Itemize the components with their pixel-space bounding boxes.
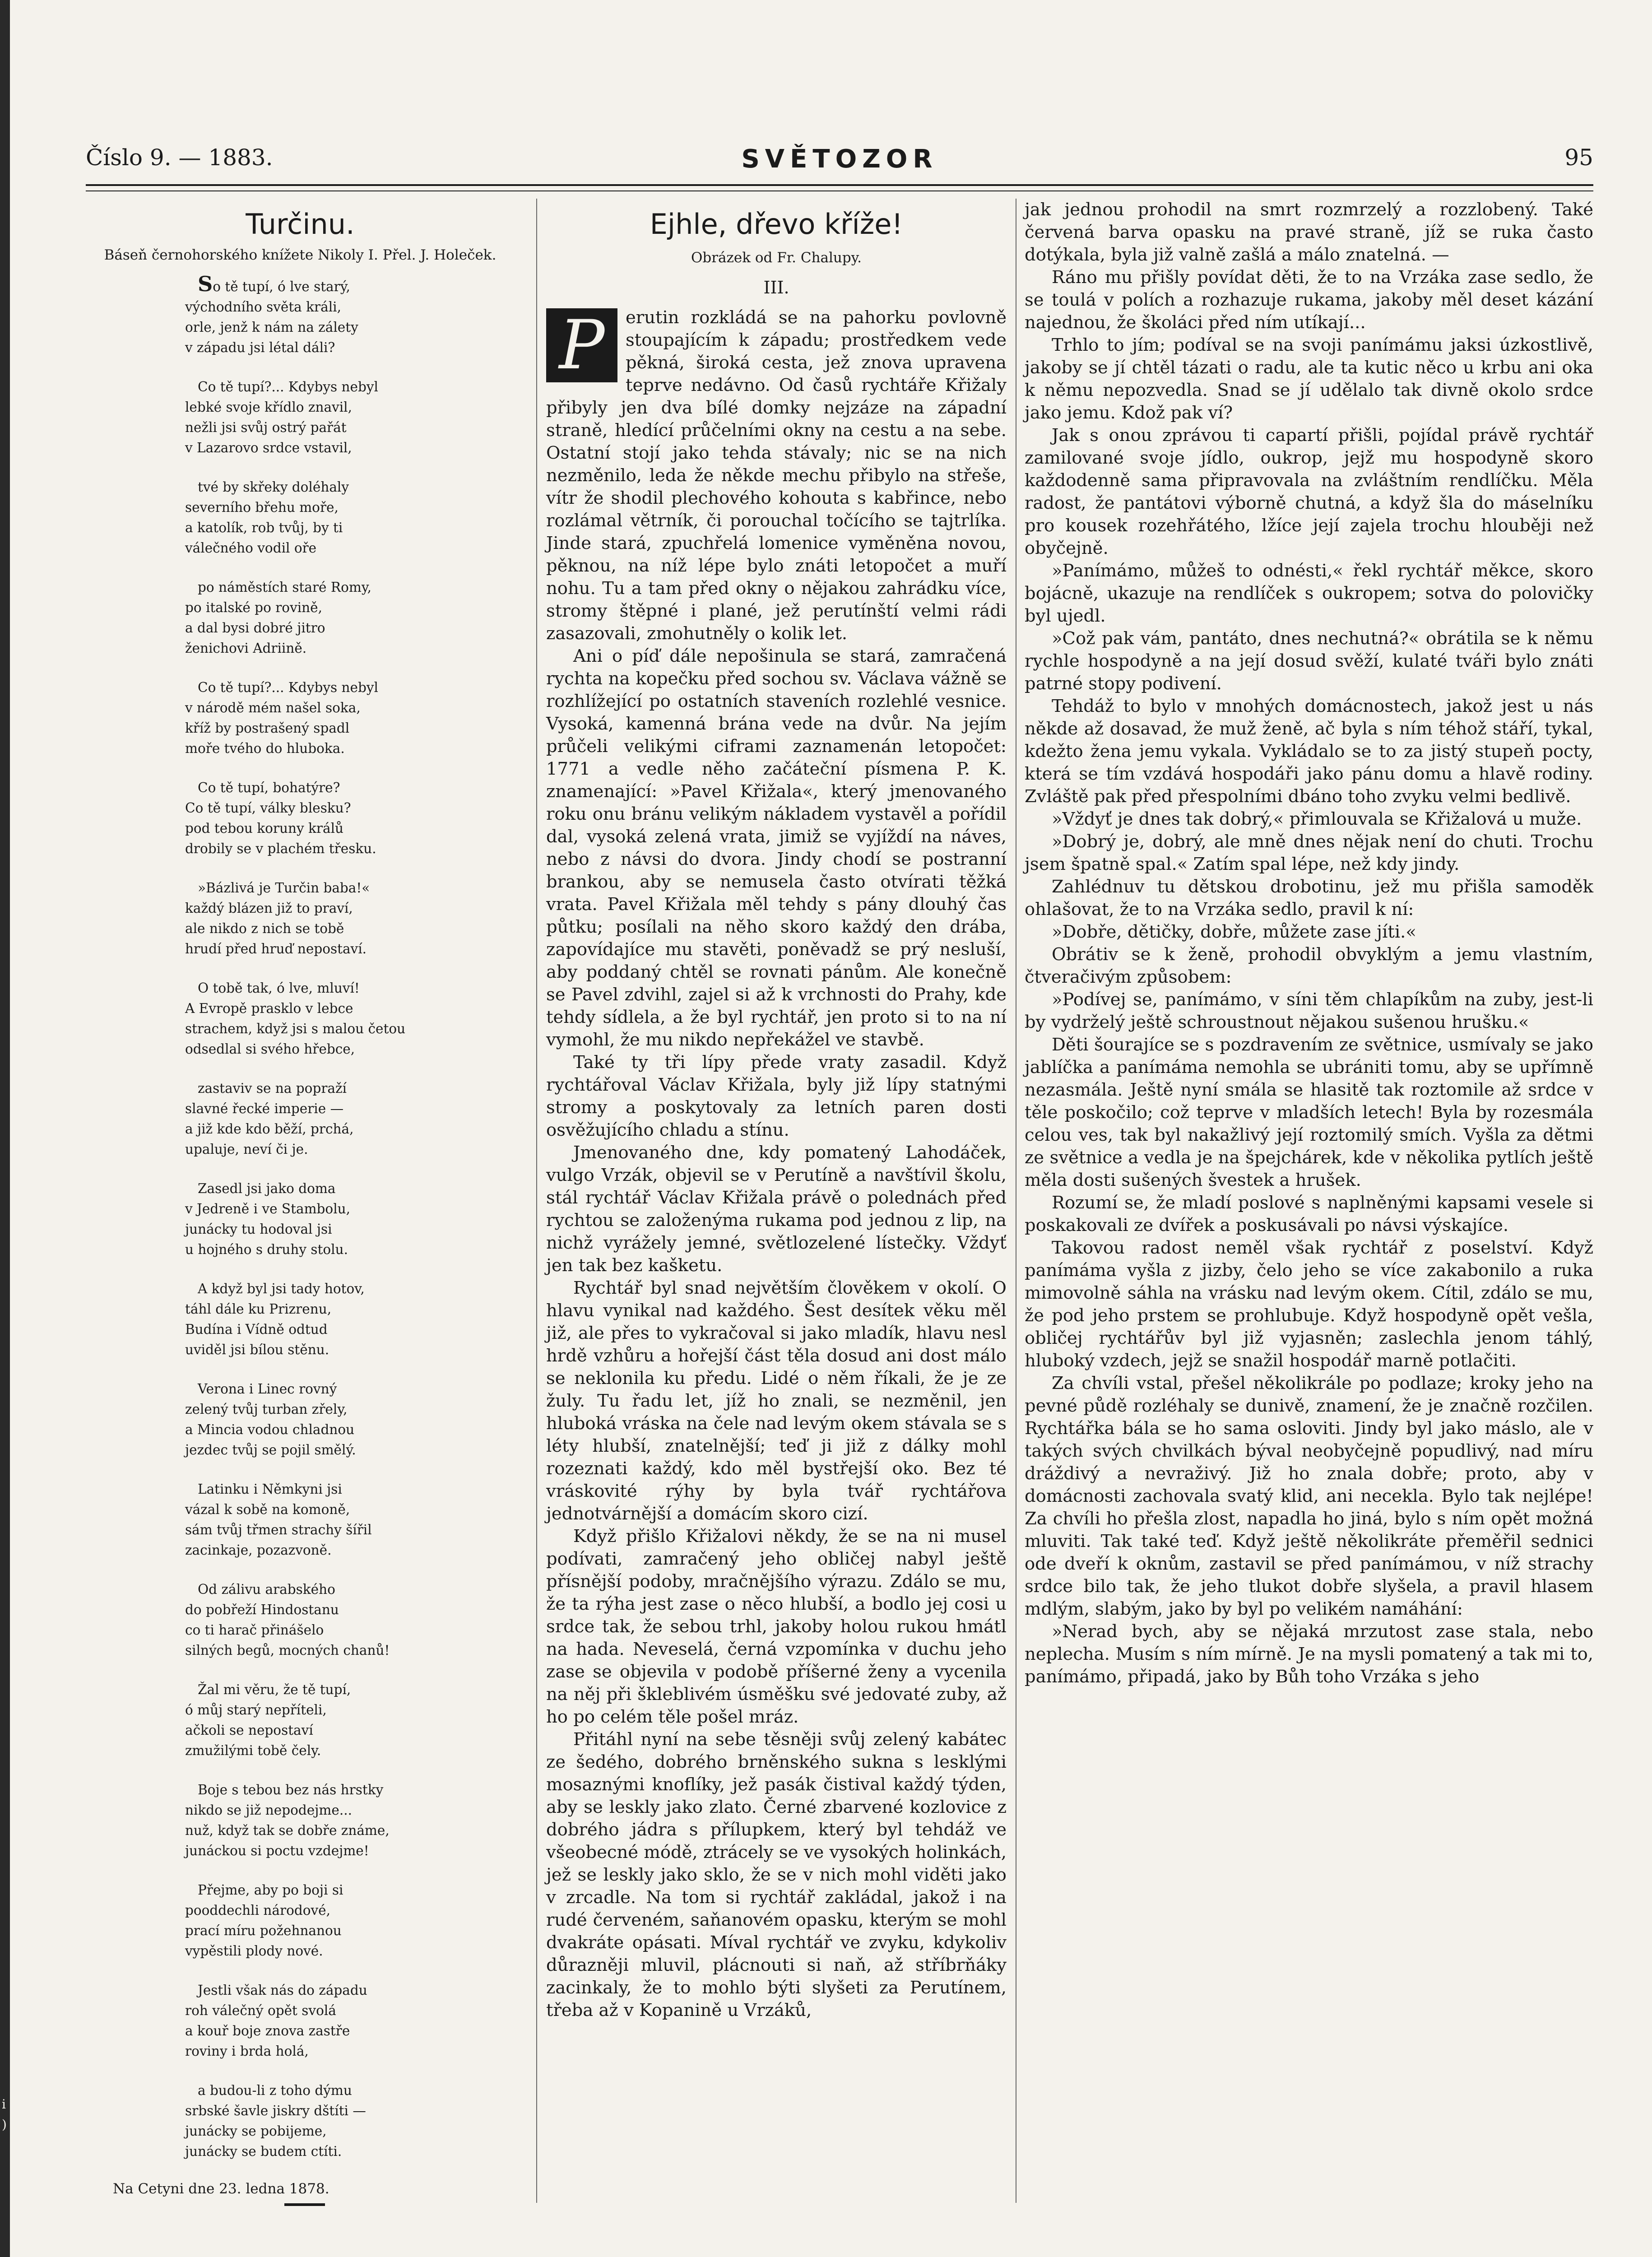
story-paragraph: Za chvíli vstal, přešel několikrále po podlaze; kroky jeho na pevné půdě rozléhaly se dunivě, znamení, že je značně rozčilen. Rychtářka bála se ho sama osloviti. Jindy byl jako máslo, ale v takých svých chvilkách býval neobyčejně popudlivý, nad míru dráždivý a nevraživý. Již ho znala dobře; proto, aby v domácnosti zachovala svatý klid, ani necekla. Bylo tak nejlépe! Za chvíli ho přešla zlost, napadla ho jiná, bylo s ním opět možná mluviti. Tak také teď. Když ještě několikráte přeměřil sednici ode dveří k oknům, zastavil se před panímámou, v níž strachy srdce bilo tak, že jeho tlukot dobře slyšela, a pravil hlasem mdlým, slabým, jako by byl po velikém namáhání: — [1025, 1373, 1593, 1619]
poem-stanza — [185, 1078, 528, 1160]
story-paragraph: Takovou radost neměl však rychtář z poselství. Když panímáma vyšla z jizby, čelo jeho se více zakabonilo a ruka mimovolně sáhla na vrásku nad levým okem. Cítil, zdálo se mu, že pod jeho prstem se prohlubuje. Když hospodyně opět vešla, obličej rychtářův byl již vyjasněn; zaslechla jenom táhlý, hluboký vzdech, jejž se snažil hospodář marně potlačiti. — [1025, 1238, 1593, 1371]
poem-line: Co tě tupí?... Kdybys nebyl — [198, 680, 378, 695]
poem-line: ale nikdo z nich se tobě — [185, 921, 344, 936]
poem-line: Od zálivu arabského — [198, 1582, 335, 1597]
poem-line: drobily se v plachém třesku. — [185, 841, 376, 856]
poem-stanza — [185, 477, 528, 558]
poem-line: Co tě tupí?... Kdybys nebyl — [198, 379, 378, 395]
story-paragraph: Jak s onou zprávou ti capartí přišli, pojídal právě rychtář zamilované svoje jídlo, oukrop, jejž mu hospodyně skoro každodenně sama připravovala na zvláštním rendlíčku. Měla radost, že pantátovi výborně chutná, a když šla do máselníku pro kousek rozehřátého, lžíce její zajela trochu hlouběji než obyčejně. — [1025, 425, 1593, 558]
poem-line: táhl dále ku Prizrenu, — [185, 1301, 332, 1317]
poem-stanza — [185, 274, 528, 358]
poem-stanza — [185, 778, 528, 859]
poem-line: vázal k sobě na komoně, — [185, 1502, 350, 1517]
issue-number: Číslo 9. — 1883. — [86, 144, 273, 171]
poem-line: zmužilými tobě čely. — [185, 1743, 321, 1758]
poem-line: prací míru požehnanou — [185, 1923, 342, 1938]
poem-stanza — [185, 1479, 528, 1560]
story-column-2 — [1025, 199, 1593, 1688]
poem-line: ačkoli se nepostaví — [185, 1723, 313, 1738]
story-paragraph: Ani o píď dále nepošinula se stará, zamračená rychta na kopečku před sochou sv. Václava vážně se rozhlížející po ostatních staveních rozlehlé vesnice. Vysoká, kamenná brána vede na dvůr. Na jejím průčeli velikými ciframi zaznamenán letopočet: 1771 a vedle něho začáteční písmena P. K. znamenající: »Pavel Křižala«, který jmenovaného roku onu bránu velikým nákladem vystavěl a pořídil dal, vysoká zelená vrata, jimiž se vyjíždí na náves, nebo z návsi do dvora. Jindy chodí se postranní brankou, aby se nemusela často otvírati těžká vrata. Pavel Křižala měl tehdy s pány dlouhý čas půtku; posílali na něho skoro každý den drába, zapovídajíce mu stavěti, poněvadž se prý nesluší, aby poddaný chtěl se rovnati pánům. Ale konečně se Pavel zdvihl, zajel si až k vrchnosti do Prahy, kde tehdy sídlela, a že byl rychtář, jen proto si to na ní vymohl, že mu nikdo nepřekážel ve stavbě. — [546, 646, 1007, 1050]
poem-stanza — [185, 1980, 528, 2062]
story-paragraph: Ráno mu přišly povídat děti, že to na Vrzáka zase sedlo, že se toulá v polích a rozhazuje rukama, jakoby měl deset kázání najednou, že školáci před ním utíkají... — [1025, 267, 1593, 333]
poem-line: a kouř boje znova zastře — [185, 2023, 350, 2039]
poem-line: Boje s tebou bez nás hrstky — [198, 1782, 384, 1797]
poem-stanza — [185, 1680, 528, 1761]
end-rule — [284, 2203, 325, 2206]
story-paragraph: Rozumí se, že mladí poslové s naplněnými kapsami vesele si poskakovali ze dvířek a poskusávali po návsi výskajíce. — [1025, 1193, 1593, 1235]
poem-line: So tě tupí, ó lve starý, — [198, 272, 350, 296]
story-paragraph: Zahlédnuv tu dětskou drobotinu, jež mu přišla samoděk ohlašovat, že to na Vrzáka sedlo, pravil k ní: — [1025, 877, 1593, 920]
story-byline: Obrázek od Fr. Chalupy. — [691, 250, 862, 266]
poem-line: v Lazarovo srdce vstavil, — [185, 440, 352, 455]
poem-initial: S — [198, 272, 213, 296]
poem-stanza — [185, 377, 528, 458]
poem-line: nikdo se již nepodejme... — [185, 1802, 352, 1818]
story-paragraph: Přitáhl nyní na sebe těsněji svůj zelený kabátec ze šedého, dobrého brněnského sukna s lesklými mosaznými knoflíky, jež pasák čistival každý týden, aby se leskly jako zlato. Černé zbarvené kozlovice z dobrého jádra s přílupkem, který byl tehdáž ve všeobecné módě, ztrácely se ve vysokých holinkách, jež se leskly jako sklo, že se v nich mohl viděti jako v zrcadle. Na tom si rychtář zakládal, jakož i na rudé červeném, saňanovém opasku, kterým se mohl dvakráte opásati. Míval rychtář ve zvyku, kdykoliv důrazněji mluvil, plácnouti si naň, až stříbrňáky zacinkaly, že to mohlo býti slyšeti za Perutínem, třeba až v Kopanině u Vrzáků, — [546, 1729, 1007, 2020]
poem-line: roviny i brda holá, — [185, 2043, 309, 2059]
part-number: III. — [763, 278, 789, 297]
poem-line: do pobřeží Hindostanu — [185, 1602, 339, 1617]
poem-line: silných begů, mocných chanů! — [185, 1643, 390, 1658]
poem-stanza — [185, 577, 528, 659]
poem-line: O tobě tak, ó lve, mluví! — [198, 980, 360, 996]
poem-line: A Evropě prasklo v lebce — [185, 1001, 353, 1016]
poem-line: vypěstili plody nové. — [185, 1943, 323, 1959]
poem-line: východního světa králi, — [185, 299, 341, 315]
opening-paragraph-text: erutin rozkládá se na pahorku povlovně stoupajícím k západu; prostředkem vede pěkná, široká cesta, jež znova upravena teprve nedávno. Od časů rychtáře Křižaly přibyly jen dva bílé domky nejzáze na západní straně, hledící průčelními okny na cestu a na sebe. Ostatní stojí jako tehda stávaly; nic se na nich nezměnilo, leda že někde mechu přibylo na střeše, vítr že shodil plechového kohouta s kabřince, nebo rozlámal větrník, či porouchal točícího se tajtrlíka. Jinde stará, zpuchřelá lomenice vyměněna novou, pěknou, na níž lépe bylo znáti letopočet a muří nohu. Tu a tam před okny o nějakou zahrádku více, stromy štěpné i plané, jež perutínští velmi rádi zasazovali, zmohutněly o kolik let. — [546, 307, 1007, 644]
poem-line: a již kde kdo běží, prchá, — [185, 1121, 354, 1137]
poem-line: ženichovi Adriině. — [185, 641, 307, 656]
poem-line: sám tvůj třmen strachy šířil — [185, 1522, 372, 1537]
story-column-1 — [546, 199, 1007, 2022]
poem-line: slavné řecké imperie — — [185, 1101, 344, 1116]
poem-line: odsedlal si svého hřebce, — [185, 1041, 355, 1057]
story-paragraph: »Podívej se, panímámo, v síni těm chlapíkům na zuby, jest-li by vydrželý ještě schroustnout nějakou sušenou hrušku.« — [1025, 989, 1593, 1032]
story-paragraph: Také ty tři lípy přede vraty zasadil. Když rychtářoval Václav Křižala, byly již lípy statnými stromy a poskytovaly za letních paren dosti osvěžujícího chladu a stínu. — [546, 1052, 1007, 1140]
story-paragraph: Trhlo to jím; podíval se na svoji panímámu jaksi úzkostlivě, jakoby se jí chtěl tázati o radu, ale ta kutic něco u krbu ani oka k němu nepozvedla. Snad se jí udělalo tak divně okolo srdce jako jemu. Kdož pak ví? — [1025, 335, 1593, 423]
poem-line: moře tvého do hluboka. — [185, 741, 345, 756]
page-header — [86, 144, 1593, 181]
story-paragraph: jak jednou prohodil na smrt rozmrzelý a rozzlobený. Také červená barva opasku na pravé straně, jíž se ruka často dotýkala, byla již valně zašlá a málo znatelná. — — [1025, 200, 1593, 265]
poem-subtitle: Báseň černohorského knížete Nikoly I. Přel. J. Holeček. — [104, 247, 497, 263]
story-paragraph: »Panímámo, můžeš to odnésti,« řekl rychtář měkce, skoro bojácně, ukazuje na rendlíček s oukropem; sotva do polovičky byl ujedl. — [1025, 561, 1593, 626]
poem-line: a budou-li z toho dýmu — [198, 2083, 352, 2098]
poem-stanza — [185, 1579, 528, 1661]
edge-marks: i ) — [2, 2097, 7, 2132]
poem-line: hrudí před hruď nepostaví. — [185, 941, 367, 957]
story-body-col3 — [1025, 199, 1593, 1688]
poem-line: v národě mém našel soka, — [185, 700, 361, 715]
story-paragraph: Děti šourajíce se s pozdravením ze světnice, usmívaly se jako jablíčka a panímáma nemohla se ubrániti tomu, aby se upřímně nezasmála. Ještě nyní smála se hlasitě tak roztomile až srdce v těle poskočilo; což teprve v mladších letech! Byla by rozesmála celou ves, tak byl nakažlivý její roztomilý smích. Vyšla za dětmi ze světnice a vedla je na špejchárek, kde v několika pytlích ještě měla dosti sušených švestek a hrušek. — [1025, 1035, 1593, 1190]
poem-line: junácky se budem ctíti. — [185, 2144, 342, 2159]
poem-line: Jestli však nás do západu — [198, 1983, 367, 1998]
poem-line: junácky se pobijeme, — [185, 2123, 327, 2139]
poem-line: válečného vodil oře — [185, 540, 317, 556]
poem-stanza — [185, 978, 528, 1059]
poem-body — [72, 274, 528, 2162]
poem-line: strachem, když jsi s malou četou — [185, 1021, 406, 1036]
story-paragraph: »Dobře, dětičky, dobře, můžete zase jíti.« — [1052, 922, 1416, 942]
poem-line: uviděl jsi bílou stěnu. — [185, 1342, 329, 1357]
poem-line: nuž, když tak se dobře známe, — [185, 1823, 390, 1838]
poem-line: junáckou si poctu vzdejme! — [185, 1843, 369, 1858]
story-paragraph: Rychtář byl snad největším člověkem v okolí. O hlavu vynikal nad každého. Šest desítek věku měl již, ale přes to vykračoval si jako mladík, hlavu nesl hrdě vzhůru a hořejší část těla dosud ani dost málo se neklonila ku předu. Lidé o něm říkali, že je ze žuly. Tu řadu let, jíž ho znali, se nezměnil, jen hluboká vráska na čele nad levým okem stávala se s léty hlubší, znatelnější; teď ji již z dálky mohl rozeznati každý, kdo měl bystřejší oko. Bez té vráskovité rýhy by byla tvář rychtářova jednotvárnější a domácím skoro cizí. — [546, 1278, 1007, 1524]
story-paragraph: »Nerad bych, aby se nějaká mrzutost zase stala, nebo neplecha. Musím s ním mírně. Je na mysli pomatený a tak mi to, panímámo, připadá, jako by Bůh toho Vrzáka s jeho — [1025, 1621, 1593, 1687]
poem-line: zastaviv se na popraží — [198, 1081, 347, 1096]
header-rule — [86, 184, 1593, 191]
poem-line: a dal bysi dobré jitro — [185, 620, 325, 636]
poem-line: Co tě tupí, bohatýre? — [198, 780, 340, 795]
poem-line: pooddechli národové, — [185, 1903, 330, 1918]
poem-stanza — [185, 1279, 528, 1360]
story-paragraph: »Což pak vám, pantáto, dnes nechutná?« obrátila se k němu rychle hospodyně a na její dosud svěží, kulaté tváři bylo znáti patrné stopy podivení. — [1025, 628, 1593, 694]
story-paragraph: Obrátiv se k ženě, prohodil obvyklým a jemu vlastním, čtveračivým způsobem: — [1025, 944, 1593, 987]
poem-line: Zasedl jsi jako doma — [198, 1181, 336, 1196]
poem-line: roh válečný opět svolá — [185, 2003, 336, 2018]
poem-line: severního břehu moře, — [185, 500, 339, 515]
column-divider — [536, 199, 537, 2203]
poem-line: Budína i Vídně odtud — [185, 1322, 328, 1337]
poem-line: ó můj starý nepříteli, — [185, 1702, 327, 1718]
poem-line: junácky tu hodoval jsi — [185, 1221, 332, 1237]
poem-stanza — [185, 678, 528, 759]
poem-line: zacinkaje, pozazvoně. — [185, 1542, 332, 1558]
poem-stanza — [185, 878, 528, 959]
poem-line: Žal mi věru, že tě tupí, — [198, 1682, 351, 1697]
opening-paragraph — [546, 307, 1007, 645]
magazine-title: SVĚTOZOR — [741, 144, 938, 174]
poem-line: každý blázen již to praví, — [185, 901, 353, 916]
poem-line: zelený tvůj turban zřely, — [185, 1402, 348, 1417]
page-edge — [0, 0, 10, 2257]
poem-line: srbské šavle jiskry dštíti — — [185, 2103, 366, 2118]
poem-line: co ti harač přinášelo — [185, 1622, 324, 1638]
ornamental-initial: P — [546, 308, 617, 382]
poem-stanza — [185, 1880, 528, 1961]
poem-line: a Mincia vodou chladnou — [185, 1422, 355, 1437]
story-paragraph: Jmenovaného dne, kdy pomatený Lahodáček, vulgo Vrzák, objevil se v Perutíně a navštívil školu, stál rychtář Václav Křižala právě o polednách před rychtou se založenýma rukama pod jednou z lip, na nichž vyrážely jemné, světlozelené lístečky. Vždyť jen tak bez kašketu. — [546, 1142, 1007, 1276]
poem-stanza — [185, 1179, 528, 1260]
poem-line: upaluje, neví či je. — [185, 1142, 308, 1157]
poem-signoff: Na Cetyni dne 23. ledna 1878. — [113, 2181, 329, 2197]
poem-column — [72, 199, 528, 2206]
poem-line: kříž by postrašený spadl — [185, 720, 350, 736]
poem-title: Turčinu. — [246, 208, 355, 241]
poem-line: lebké svoje křídlo znavil, — [185, 399, 352, 415]
story-paragraph: Tehdáž to bylo v mnohých domácnostech, jakož jest u nás někde až dosavad, že muž ženě, ač byla s ním téhož stáří, tykal, kdežto žena jemu vykala. Vykládalo se to za jistý stupeň pocty, která se tím vzdává hospodáři jako pánu domu a hlavě rodiny. Zvláště pak před přespolními dbáno toho zvyku velmi bedlivě. — [1025, 696, 1593, 807]
poem-line: pod tebou koruny králů — [185, 821, 344, 836]
poem-line: po náměstích staré Romy, — [198, 580, 371, 595]
poem-stanza — [185, 1379, 528, 1460]
story-body-col2 — [546, 645, 1007, 2022]
poem-line: orle, jenž k nám na zálety — [185, 320, 358, 335]
page-number: 95 — [1564, 144, 1593, 171]
poem-stanza — [185, 1780, 528, 1861]
poem-line: a katolík, rob tvůj, by ti — [185, 520, 343, 535]
poem-line: Přejme, aby po boji si — [198, 1882, 343, 1898]
poem-stanza — [185, 2081, 528, 2162]
poem-line: »Bázlivá je Turčin baba!« — [198, 880, 370, 896]
story-paragraph: Když přišlo Křižalovi někdy, že se na ni musel podívati, zamračený jeho obličej nabyl ještě přísnější podoby, mračnějšího výrazu. Zdálo se mu, že ta rýha jest zase o něco hlubší, a bodlo jej cosi u srdce tak, že sebou trhl, jakoby holou rukou hmátl na hada. Neveselá, černá vzpomínka v duchu jeho zase se objevila v podobě příšerné ženy a vycenila na něj při škleblivém úsměšku své jedovaté zuby, až ho po celém těle pošel mráz. — [546, 1526, 1007, 1727]
poem-line: jezdec tvůj se pojil smělý. — [185, 1442, 356, 1458]
poem-line: A když byl jsi tady hotov, — [198, 1281, 365, 1296]
story-paragraph: »Vždyť je dnes tak dobrý,« přimlouvala se Křižalová u muže. — [1052, 809, 1582, 829]
poem-line: tvé by skřeky doléhaly — [198, 479, 349, 495]
poem-line: Latinku i Němkyni jsi — [198, 1481, 342, 1497]
story-paragraph: »Dobrý je, dobrý, ale mně dnes nějak není do chuti. Trochu jsem špatně spal.« Zatím spal lépe, než kdy jindy. — [1025, 831, 1593, 874]
poem-line: v západu jsi létal dáli? — [185, 340, 335, 355]
story-title: Ejhle, dřevo kříže! — [650, 208, 903, 241]
poem-line: po italské po rovině, — [185, 600, 323, 615]
poem-line: u hojného s druhy stolu. — [185, 1242, 348, 1257]
poem-line: Co tě tupí, války blesku? — [185, 800, 351, 816]
poem-line: nežli jsi svůj ostrý pařát — [185, 420, 347, 435]
poem-line: v Jedreně i ve Stambolu, — [185, 1201, 350, 1217]
poem-line: Verona i Linec rovný — [198, 1381, 337, 1397]
